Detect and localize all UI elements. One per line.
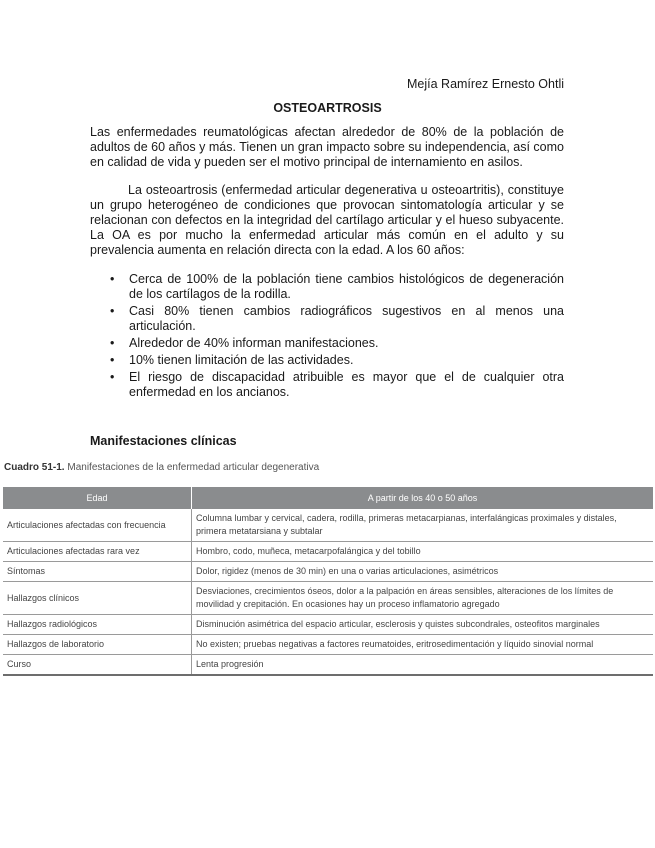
row-label: Hallazgos radiológicos: [3, 615, 192, 635]
list-item-text: Cerca de 100% de la población tiene cambios histológicos de degeneración de los cartílagos de la rodilla.: [129, 272, 564, 301]
list-item: [90, 353, 564, 368]
row-value: Disminución asimétrica del espacio articular, esclerosis y quistes subcondrales, osteofitos marginales: [192, 615, 654, 635]
row-value: Desviaciones, crecimientos óseos, dolor a la palpación en áreas sensibles, alteraciones de los límites de movilidad y crepitación. En ocasiones hay un proceso inflamatorio agregado: [192, 582, 654, 615]
table-row: [3, 509, 653, 542]
table-caption: [4, 462, 319, 473]
table-row: [3, 562, 653, 582]
table-caption-text: Manifestaciones de la enfermedad articular degenerativa: [67, 462, 320, 473]
list-item: [90, 370, 564, 400]
row-label: Síntomas: [3, 562, 192, 582]
definition-paragraph: La osteoartrosis (enfermedad articular degenerativa u osteoartritis), constituye un grupo heterogéneo de condiciones que provocan sintomatología articular y se relacionan con defectos en la integridad del cartílago articular y el hueso subyacente. La OA es por mucho la enfermedad articular más común en el adulto y su prevalencia aumenta en relación directa con la edad. A los 60 años:: [90, 183, 564, 257]
row-value: Hombro, codo, muñeca, metacarpofalángica y del tobillo: [192, 542, 654, 562]
list-item: [90, 272, 564, 302]
row-label: Hallazgos clínicos: [3, 582, 192, 615]
list-item-text: 10% tienen limitación de las actividades.: [129, 353, 354, 367]
column-header-onset: A partir de los 40 o 50 años: [192, 487, 654, 509]
manifestations-table: [3, 487, 653, 676]
row-value: Dolor, rigidez (menos de 30 min) en una o varias articulaciones, asimétricos: [192, 562, 654, 582]
bullet-icon: •: [110, 370, 115, 384]
bullet-icon: •: [110, 336, 115, 350]
row-value: No existen; pruebas negativas a factores reumatoides, eritrosedimentación y líquido sinovial normal: [192, 635, 654, 655]
column-header-age: Edad: [3, 487, 192, 509]
table-row: [3, 582, 653, 615]
table-row: [3, 635, 653, 655]
intro-paragraph: Las enfermedades reumatológicas afectan alrededor de 80% de la población de adultos de 60 años y más. Tienen un gran impacto sobre su independencia, así como en calidad de vida y pueden ser el motivo principal de internamiento en asilos.: [90, 125, 564, 169]
prevalence-bullet-list: [90, 272, 564, 402]
row-value: Lenta progresión: [192, 655, 654, 676]
list-item: [90, 336, 564, 351]
row-value: Columna lumbar y cervical, cadera, rodilla, primeras metacarpianas, interfalángicas proximales y distales, primera metatarsiana y subtalar: [192, 509, 654, 542]
row-label: Curso: [3, 655, 192, 676]
list-item-text: Alrededor de 40% informan manifestaciones.: [129, 336, 379, 350]
table-row: [3, 655, 653, 676]
table-row: [3, 542, 653, 562]
row-label: Articulaciones afectadas con frecuencia: [3, 509, 192, 542]
table-header-row: [3, 487, 653, 509]
list-item: [90, 304, 564, 334]
list-item-text: Casi 80% tienen cambios radiográficos sugestivos en al menos una articulación.: [129, 304, 564, 333]
list-item-text: El riesgo de discapacidad atribuible es mayor que el de cualquier otra enfermedad en los ancianos.: [129, 370, 564, 399]
section-heading: Manifestaciones clínicas: [90, 434, 237, 448]
bullet-icon: •: [110, 272, 115, 286]
row-label: Articulaciones afectadas rara vez: [3, 542, 192, 562]
row-label: Hallazgos de laboratorio: [3, 635, 192, 655]
table-caption-label: Cuadro 51-1.: [4, 462, 65, 473]
author-name: Mejía Ramírez Ernesto Ohtli: [407, 77, 564, 91]
bullet-icon: •: [110, 304, 115, 318]
bullet-icon: •: [110, 353, 115, 367]
document-title: OSTEOARTROSIS: [273, 101, 382, 115]
table-row: [3, 615, 653, 635]
